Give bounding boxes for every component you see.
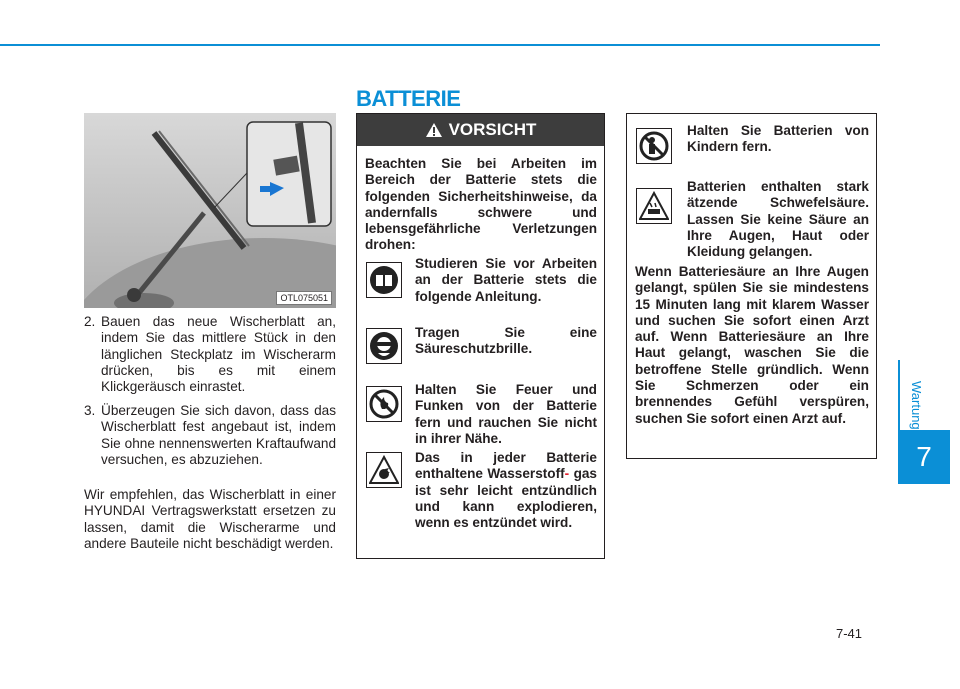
recommendation-paragraph: Wir empfehlen, das Wischerblatt in einer HYUNDAI Vertragswerkstatt ersetzen zu lassen, damit die Wischerarme und andere Bauteile nicht beschädigt werden. (84, 487, 336, 551)
step-text: Überzeugen Sie sich davon, dass das Wischerblatt fest angebaut ist, indem Sie ohne nennenswerten Kraftaufwand versuchen, es abzuziehen. (101, 403, 336, 467)
battery-info-box (626, 113, 877, 459)
caution-header (357, 114, 604, 146)
hazard-text: Studieren Sie vor Arbeiten an der Batterie stets die folgende Anleitung. (415, 256, 597, 304)
wiper-illustration (84, 113, 336, 308)
caution-box (356, 113, 605, 559)
book-icon (366, 262, 402, 298)
no-fire-icon (366, 386, 402, 422)
page-number: 7-41 (836, 626, 863, 641)
step-text: Bauen das neue Wischerblatt an, indem Sie das mittlere Stück in den länglichen Steckplatz im Wischerarm drücken, bis es mit einem Klickgeräusch einrastet. (101, 314, 336, 395)
hyphen-mark: - (564, 466, 570, 482)
step-item (84, 314, 336, 395)
hazard-text: Halten Sie Feuer und Funken von der Batterie fern und rauchen Sie nicht in ihrer Nähe. (415, 382, 597, 446)
section-title: BATTERIE (356, 86, 461, 111)
step-number: 3. (84, 403, 96, 418)
header-rule (0, 44, 880, 46)
acid-warning-text: Batterien enthalten stark ätzende Schwefelsäure. Lassen Sie keine Säure an Ihre Augen, Haut oder Kleidung gelangen. (687, 179, 869, 260)
step-item (84, 403, 336, 468)
chapter-number: 7 (898, 430, 950, 484)
wiper-photo (84, 113, 336, 308)
explosion-warning-icon (366, 452, 402, 488)
hazard-text-part: Das in jeder Batterie enthaltene Wasserstoff (415, 450, 597, 482)
hazard-text: Tragen Sie eine Säureschutzbrille. (415, 325, 597, 357)
step-number: 2. (84, 314, 96, 329)
hazard-text-part: gas ist sehr leicht entzündlich und kann explodieren, wenn es entzündet wird. (415, 466, 597, 531)
warning-triangle-icon (425, 122, 443, 138)
caution-intro: Beachten Sie bei Arbeiten im Bereich der Batterie stets die folgenden Sicherheitshinweise, da andernfalls schwere und lebensgefährliche Verletzungen drohen: (365, 156, 597, 253)
acid-warning-icon (636, 188, 672, 224)
hazard-text (415, 450, 597, 531)
keep-away-children-icon (636, 128, 672, 164)
chapter-label: Wartung (909, 380, 924, 430)
first-aid-paragraph: Wenn Batteriesäure an Ihre Augen gelangt, spülen Sie sie mindestens 15 Minuten lang mit klarem Wasser und suchen Sie sofort einen Arzt auf. Wenn Batteriesäure an Ihre Haut gelangt, waschen Sie die betroffene Stelle gründlich. Wenn Sie Schmerzen oder ein brennendes Gefühl verspüren, suchen Sie sofort einen Arzt auf. (635, 264, 869, 426)
goggles-icon (366, 328, 402, 364)
photo-code: OTL075051 (276, 291, 332, 305)
children-warning-text: Halten Sie Batterien von Kindern fern. (687, 123, 869, 155)
caution-heading: VORSICHT (448, 120, 537, 139)
